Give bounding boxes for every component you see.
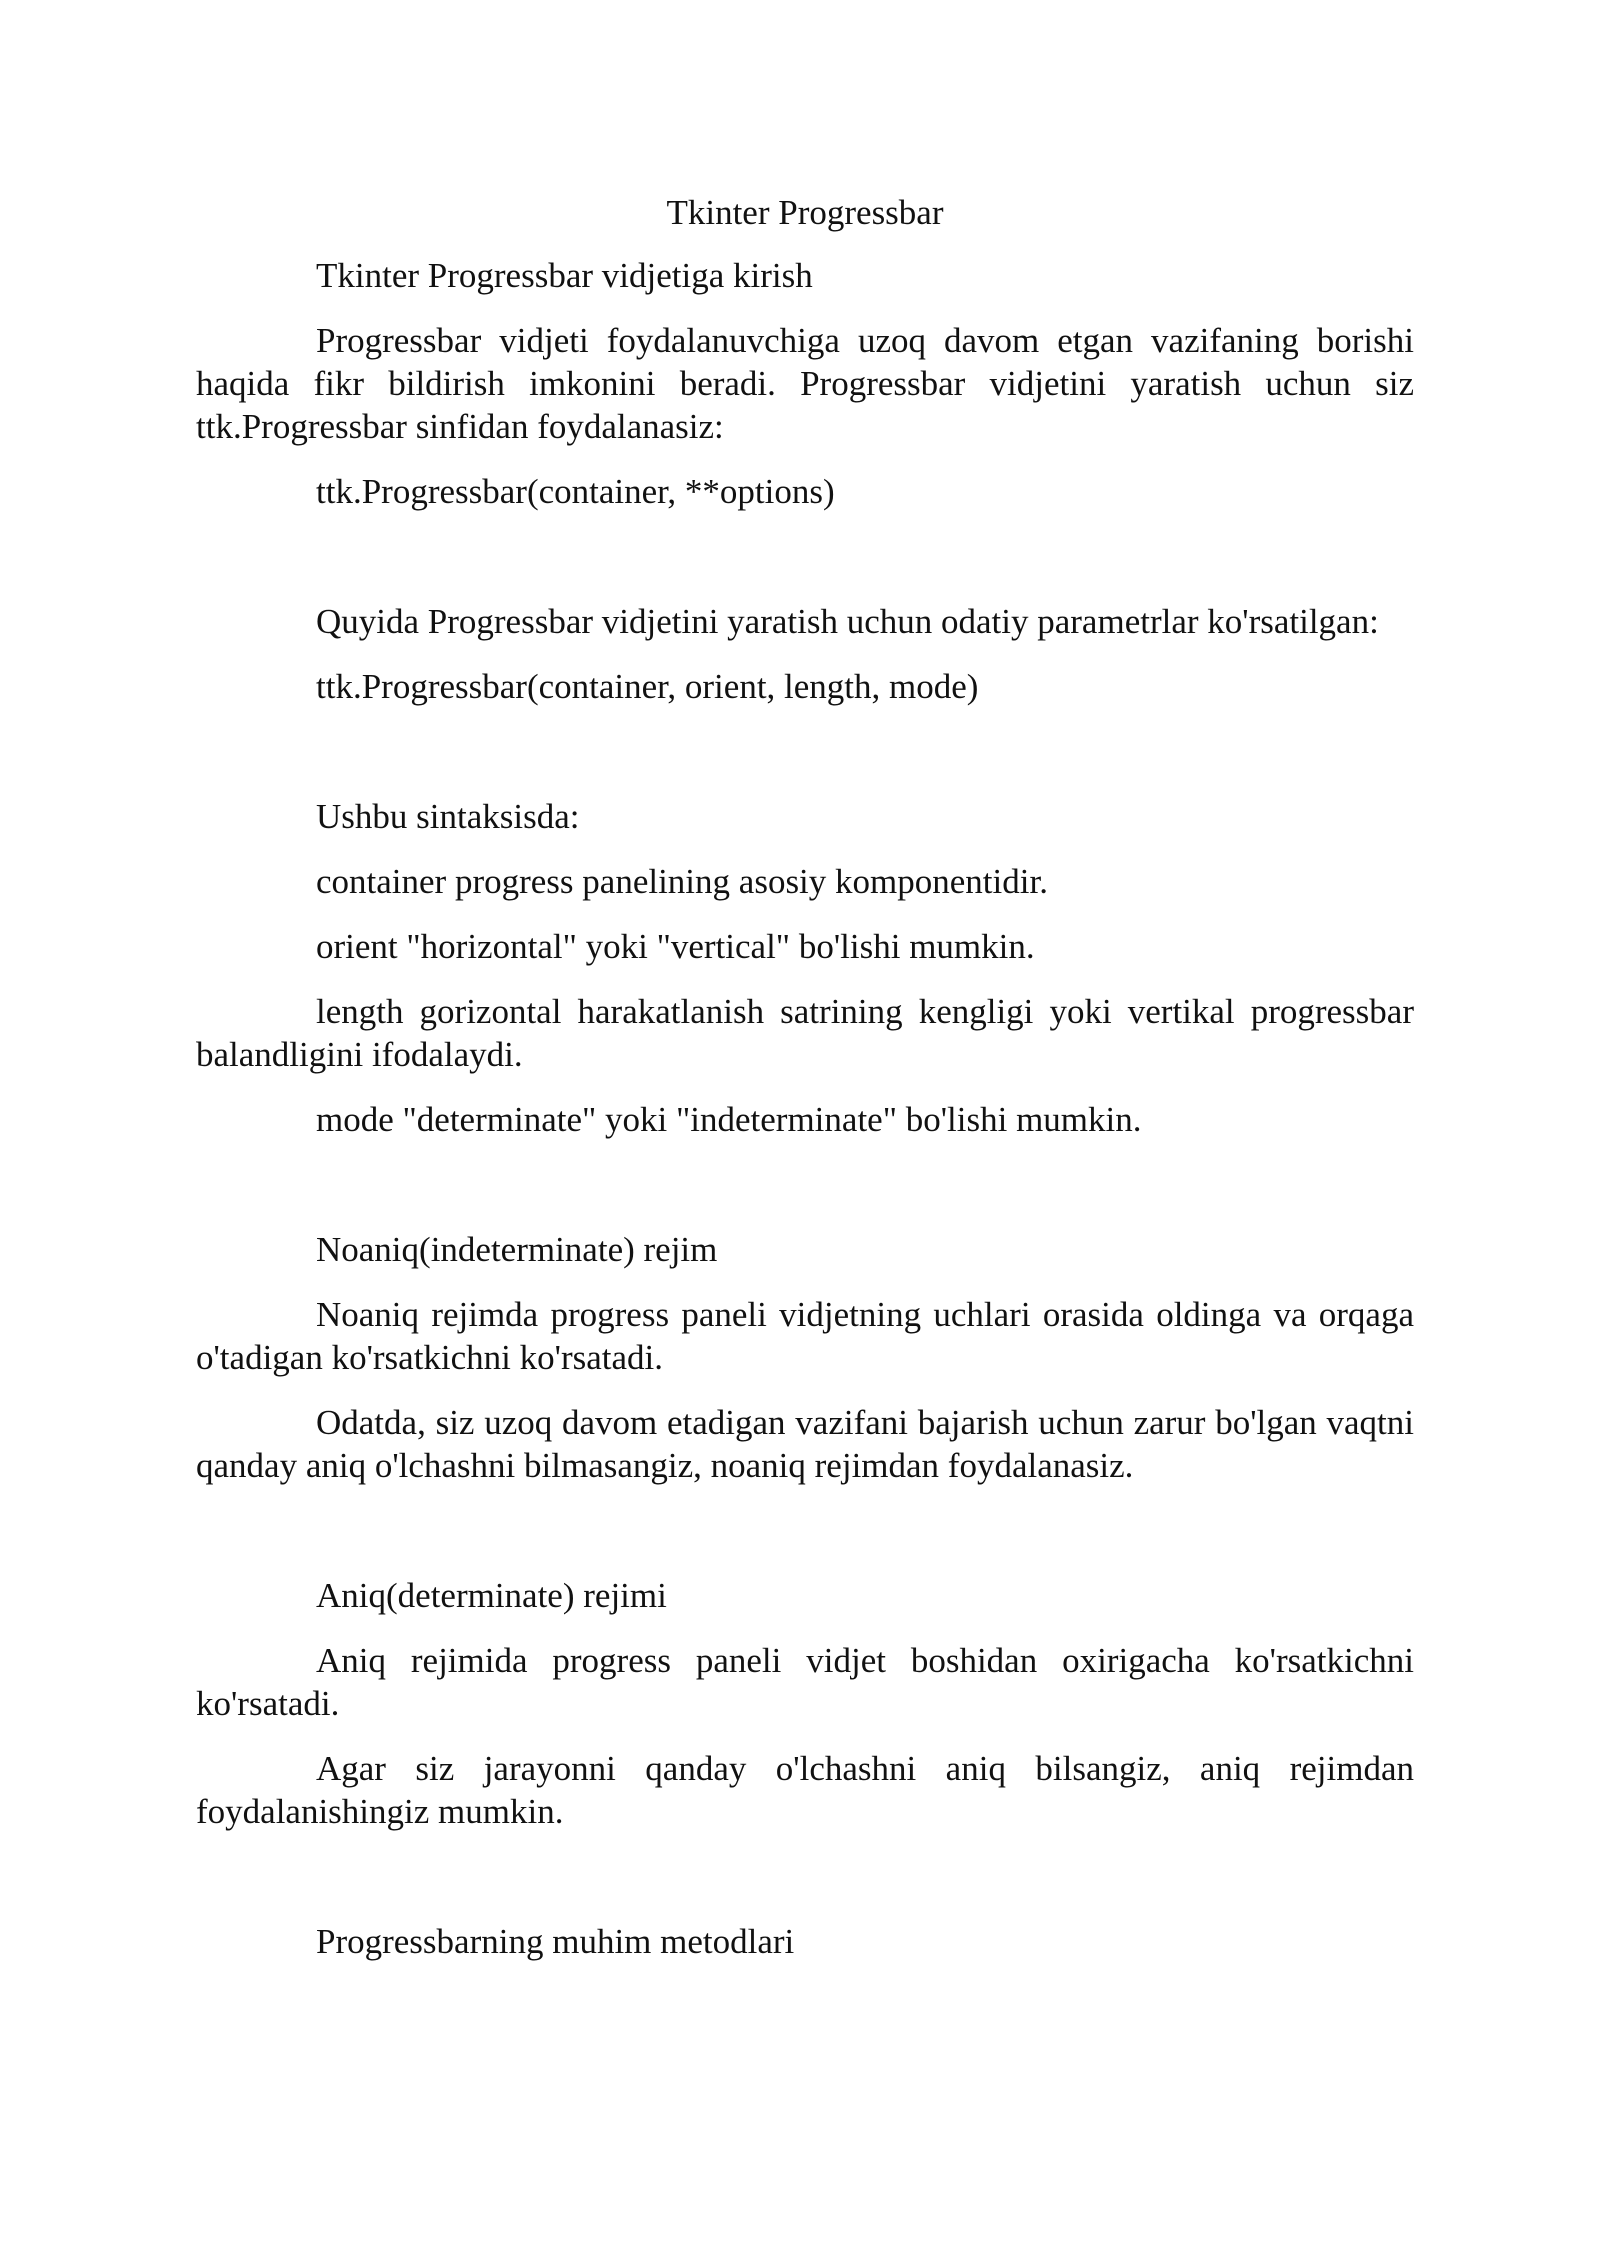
document-body: [196, 192, 1414, 1985]
paragraph-progressbar-description: Progressbar vidjeti foydalanuvchiga uzoq davom etgan vazifaning borishi haqida fikr bildirish imkonini beradi. Progressbar vidjetini yaratish uchun siz ttk.Progressbar sinfidan foydalanasiz:: [196, 321, 1414, 446]
paragraph-indeterminate-usage: Odatda, siz uzoq davom etadigan vazifani bajarish uchun zarur bo'lgan vaqtni qanday aniq o'lchashni bilmasangiz, noaniq rejimdan foydalanasiz.: [196, 1403, 1414, 1485]
param-mode: mode "determinate" yoki "indeterminate" bo'lishi mumkin.: [316, 1100, 1142, 1139]
section-heading-determinate: Aniq(determinate) rejimi: [316, 1576, 667, 1615]
paragraph-indeterminate-description: Noaniq rejimda progress paneli vidjetning uchlari orasida oldinga va orqaga o'tadigan ko'rsatkichni ko'rsatadi.: [196, 1295, 1414, 1377]
blank-line: [196, 1855, 1414, 1898]
code-line-options: ttk.Progressbar(container, **options): [316, 472, 835, 511]
param-length: length gorizontal harakatlanish satrining kengligi yoki vertikal progressbar balandligini ifodalaydi.: [196, 992, 1414, 1074]
section-heading-intro: Tkinter Progressbar vidjetiga kirish: [316, 256, 813, 295]
section-heading-methods: Progressbarning muhim metodlari: [316, 1922, 795, 1961]
paragraph-syntax-intro: Ushbu sintaksisda:: [316, 797, 580, 836]
blank-line: [196, 1163, 1414, 1206]
code-line-params: ttk.Progressbar(container, orient, length, mode): [316, 667, 979, 706]
blank-line: [196, 535, 1414, 578]
document-title: Tkinter Progressbar: [666, 193, 944, 232]
param-container: container progress panelining asosiy komponentidir.: [316, 862, 1048, 901]
param-orient: orient "horizontal" yoki "vertical" bo'lishi mumkin.: [316, 927, 1035, 966]
blank-line: [196, 1509, 1414, 1552]
paragraph-determinate-usage: Agar siz jarayonni qanday o'lchashni aniq bilsangiz, aniq rejimdan foydalanishingiz mumkin.: [196, 1749, 1414, 1831]
paragraph-determinate-description: Aniq rejimida progress paneli vidjet boshidan oxirigacha ko'rsatkichni ko'rsatadi.: [196, 1641, 1414, 1723]
paragraph-typical-params: Quyida Progressbar vidjetini yaratish uchun odatiy parametrlar ko'rsatilgan:: [316, 602, 1379, 641]
section-heading-indeterminate: Noaniq(indeterminate) rejim: [316, 1230, 718, 1269]
blank-line: [196, 730, 1414, 773]
